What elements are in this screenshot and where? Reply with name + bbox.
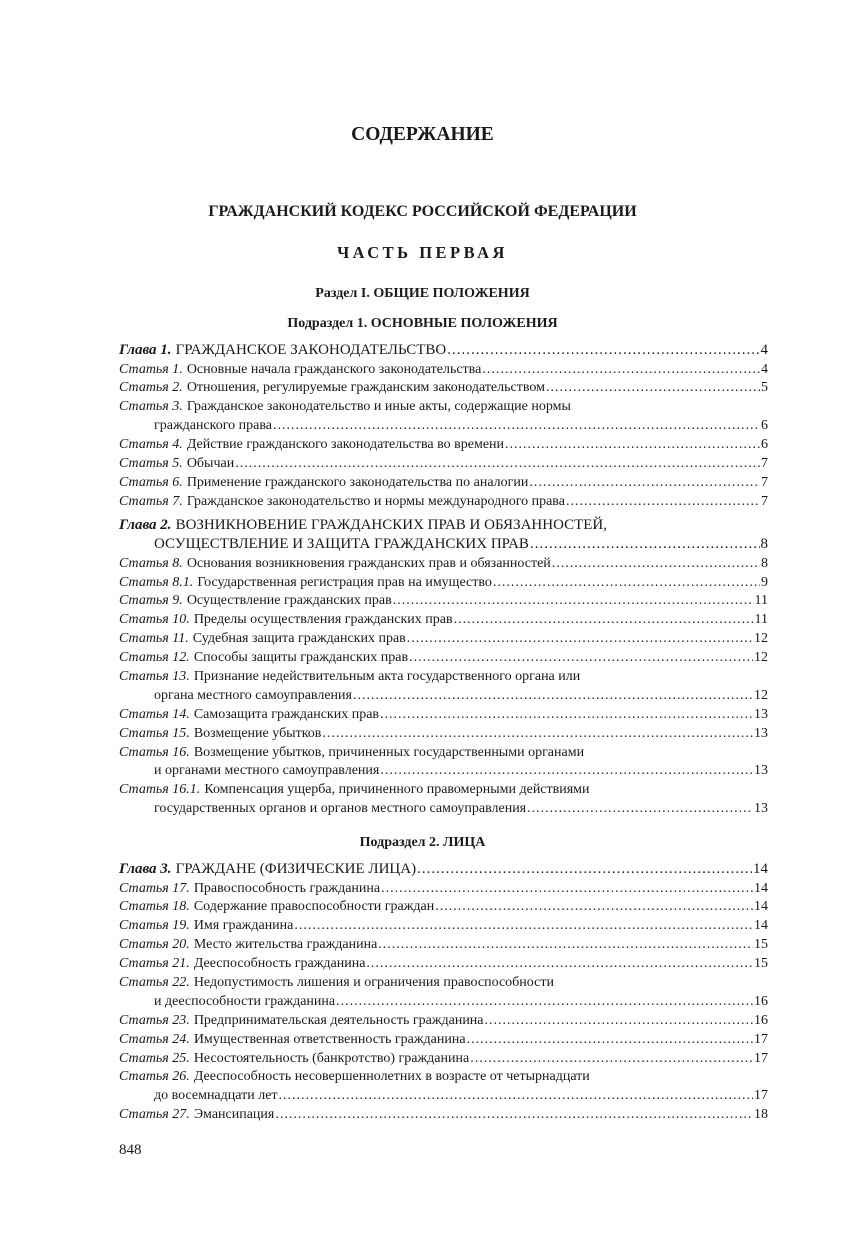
article-entry[interactable] bbox=[119, 361, 768, 380]
entry-label: Статья 9. bbox=[119, 593, 183, 609]
toc-page-number: 18 bbox=[754, 1107, 768, 1123]
entry-label: Статья 18. bbox=[119, 899, 190, 915]
dot-leader bbox=[552, 555, 760, 574]
toc-page-number: 5 bbox=[761, 380, 768, 396]
entry-label: Статья 27. bbox=[119, 1107, 190, 1123]
dot-leader bbox=[279, 1087, 753, 1106]
subsection-heading-1: Подраздел 1. ОСНОВНЫЕ ПОЛОЖЕНИЯ bbox=[287, 316, 558, 331]
entry-continuation[interactable] bbox=[119, 535, 768, 555]
entry-title: Основные начала гражданского законодательства bbox=[186, 361, 482, 377]
toc-page-number: 8 bbox=[760, 536, 768, 553]
entry-label: Глава 2. bbox=[119, 516, 172, 533]
dot-leader bbox=[435, 898, 753, 917]
toc-page-number: 12 bbox=[754, 631, 768, 647]
entry-title: Государственная регистрация прав на имущество bbox=[197, 574, 492, 590]
entry-title: Несостоятельность (банкротство) гражданина bbox=[193, 1050, 470, 1066]
entry-title-continued: и органами местного самоуправления bbox=[154, 763, 380, 779]
entry-label: Статья 4. bbox=[119, 437, 183, 453]
toc-page-number: 17 bbox=[754, 1088, 768, 1104]
article-entry[interactable] bbox=[119, 592, 768, 611]
entry-title: Недопустимость лишения и ограничения правоспособности bbox=[193, 974, 554, 990]
dot-leader bbox=[505, 436, 760, 455]
dot-leader bbox=[336, 993, 753, 1012]
article-entry[interactable] bbox=[119, 1050, 768, 1069]
toc-page-number: 14 bbox=[754, 899, 768, 915]
dot-leader bbox=[381, 880, 753, 899]
entry-title: Эмансипация bbox=[193, 1107, 275, 1123]
chapter-entry[interactable] bbox=[119, 860, 768, 880]
entry-title: Способы защиты гражданских прав bbox=[193, 650, 409, 666]
article-entry[interactable] bbox=[119, 1031, 768, 1050]
article-entry[interactable] bbox=[119, 1012, 768, 1031]
chapter-entry[interactable] bbox=[119, 341, 768, 361]
dot-leader bbox=[366, 955, 753, 974]
entry-title: ГРАЖДАНЕ (ФИЗИЧЕСКИЕ ЛИЦА) bbox=[175, 861, 417, 877]
entry-label: Статья 8.1. bbox=[119, 574, 194, 590]
entry-title: Отношения, регулируемые гражданским законодательством bbox=[186, 380, 545, 396]
toc-list-1 bbox=[119, 341, 768, 819]
part-title: ЧАСТЬ ПЕРВАЯ bbox=[337, 243, 508, 262]
entry-label: Статья 7. bbox=[119, 493, 183, 509]
entry-label: Глава 3. bbox=[119, 861, 172, 877]
entry-label: Глава 1. bbox=[119, 342, 172, 358]
article-entry[interactable] bbox=[119, 936, 768, 955]
article-entry[interactable] bbox=[119, 898, 768, 917]
entry-title: Признание недействительным акта государственного органа или bbox=[193, 668, 581, 684]
entry-continuation[interactable] bbox=[119, 993, 768, 1012]
entry-label: Статья 25. bbox=[119, 1050, 190, 1066]
entry-title: Предпринимательская деятельность гражданина bbox=[193, 1012, 484, 1028]
entry-title: Возмещение убытков, причиненных государственными органами bbox=[193, 744, 585, 760]
dot-leader bbox=[482, 361, 760, 380]
dot-leader bbox=[322, 725, 753, 744]
dot-leader bbox=[530, 535, 760, 555]
entry-label: Статья 16. bbox=[119, 744, 190, 760]
entry-continuation[interactable] bbox=[119, 762, 768, 781]
toc-page-number: 17 bbox=[754, 1031, 768, 1047]
toc-page-number: 11 bbox=[754, 593, 768, 609]
toc-page-number: 12 bbox=[754, 687, 768, 703]
entry-label: Статья 13. bbox=[119, 668, 190, 684]
toc-page-number: 7 bbox=[761, 455, 768, 471]
dot-leader bbox=[353, 687, 753, 706]
entry-title: Гражданское законодательство и нормы международного права bbox=[186, 493, 565, 509]
entry-label: Статья 1. bbox=[119, 361, 183, 377]
toc-page-number: 6 bbox=[761, 437, 768, 453]
toc-page-number: 16 bbox=[754, 993, 768, 1009]
entry-title: Возмещение убытков bbox=[193, 725, 322, 741]
toc-page-number: 6 bbox=[761, 418, 768, 434]
entry-title: Правоспособность гражданина bbox=[193, 880, 381, 896]
dot-leader bbox=[275, 1106, 753, 1125]
entry-label: Статья 6. bbox=[119, 474, 183, 490]
page-number: 848 bbox=[119, 1142, 142, 1158]
article-entry[interactable] bbox=[119, 955, 768, 974]
toc-page-number: 16 bbox=[754, 1012, 768, 1028]
entry-title: Действие гражданского законодательства во времени bbox=[186, 437, 505, 453]
entry-label: Статья 11. bbox=[119, 631, 189, 647]
dot-leader bbox=[417, 860, 752, 880]
entry-continuation[interactable] bbox=[119, 417, 768, 436]
entry-title-continued: органа местного самоуправления bbox=[154, 687, 352, 703]
entry-label: Статья 12. bbox=[119, 650, 190, 666]
dot-leader bbox=[380, 706, 753, 725]
entry-title: Самозащита гражданских прав bbox=[193, 706, 380, 722]
section-heading: Раздел I. ОБЩИЕ ПОЛОЖЕНИЯ bbox=[315, 286, 530, 301]
toc-page-number: 11 bbox=[754, 612, 768, 628]
entry-title-continued: государственных органов и органов местного самоуправления bbox=[154, 801, 527, 817]
article-entry[interactable] bbox=[119, 781, 768, 800]
entry-continuation[interactable] bbox=[119, 800, 768, 819]
entry-label: Статья 20. bbox=[119, 937, 190, 953]
entry-title: Компенсация ущерба, причиненного правомерными действиями bbox=[204, 782, 590, 798]
toc-page-number: 13 bbox=[754, 763, 768, 779]
article-entry[interactable] bbox=[119, 1106, 768, 1125]
entry-label: Статья 14. bbox=[119, 706, 190, 722]
toc-page-number: 17 bbox=[754, 1050, 768, 1066]
toc-page-number: 4 bbox=[761, 361, 768, 377]
entry-title: Обычаи bbox=[186, 455, 235, 471]
article-entry[interactable] bbox=[119, 455, 768, 474]
dot-leader bbox=[546, 379, 760, 398]
toc-page-number: 7 bbox=[761, 493, 768, 509]
article-entry[interactable] bbox=[119, 493, 768, 512]
article-entry[interactable] bbox=[119, 668, 768, 687]
entry-continuation[interactable] bbox=[119, 1087, 768, 1106]
dot-leader bbox=[454, 611, 754, 630]
article-entry[interactable] bbox=[119, 630, 768, 649]
entry-label: Статья 8. bbox=[119, 555, 183, 571]
toc-page-number: 7 bbox=[761, 474, 768, 490]
dot-leader bbox=[529, 474, 760, 493]
dot-leader bbox=[447, 341, 759, 361]
toc-page-number: 15 bbox=[754, 956, 768, 972]
article-entry[interactable] bbox=[119, 649, 768, 668]
entry-title: Имя гражданина bbox=[193, 918, 294, 934]
article-entry[interactable] bbox=[119, 611, 768, 630]
toc-page-number: 14 bbox=[753, 861, 768, 877]
toc-page-number: 13 bbox=[754, 725, 768, 741]
toc-page-number: 13 bbox=[754, 706, 768, 722]
entry-title-continued: гражданского права bbox=[154, 418, 273, 434]
article-entry[interactable] bbox=[119, 1068, 768, 1087]
entry-title: Применение гражданского законодательства по аналогии bbox=[186, 474, 529, 490]
entry-title: Место жительства гражданина bbox=[193, 937, 378, 953]
toc-page-number: 8 bbox=[761, 555, 768, 571]
article-entry[interactable] bbox=[119, 555, 768, 574]
toc-page-number: 13 bbox=[754, 801, 768, 817]
article-entry[interactable] bbox=[119, 917, 768, 936]
article-entry[interactable] bbox=[119, 744, 768, 763]
entry-label: Статья 16.1. bbox=[119, 782, 201, 798]
chapter-entry[interactable] bbox=[119, 516, 768, 536]
entry-title-continued: до восемнадцати лет bbox=[154, 1088, 278, 1104]
article-entry[interactable] bbox=[119, 880, 768, 899]
article-entry[interactable] bbox=[119, 379, 768, 398]
article-entry[interactable] bbox=[119, 398, 768, 417]
entry-title-continued: ОСУЩЕСТВЛЕНИЕ И ЗАЩИТА ГРАЖДАНСКИХ ПРАВ bbox=[154, 536, 529, 553]
entry-title: Осуществление гражданских прав bbox=[186, 593, 392, 609]
dot-leader bbox=[527, 800, 753, 819]
page-title: СОДЕРЖАНИЕ bbox=[351, 124, 494, 145]
dot-leader bbox=[409, 649, 753, 668]
dot-leader bbox=[294, 917, 753, 936]
article-entry[interactable] bbox=[119, 706, 768, 725]
entry-label: Статья 17. bbox=[119, 880, 190, 896]
dot-leader bbox=[378, 936, 753, 955]
toc-page-number: 9 bbox=[761, 574, 768, 590]
entry-label: Статья 3. bbox=[119, 399, 183, 415]
entry-title: Дееспособность гражданина bbox=[193, 956, 366, 972]
entry-title: Судебная защита гражданских прав bbox=[192, 631, 406, 647]
entry-title: ВОЗНИКНОВЕНИЕ ГРАЖДАНСКИХ ПРАВ И ОБЯЗАННОСТЕЙ, bbox=[175, 516, 608, 533]
entry-title-continued: и дееспособности гражданина bbox=[154, 993, 336, 1009]
entry-title: ГРАЖДАНСКОЕ ЗАКОНОДАТЕЛЬСТВО bbox=[175, 342, 447, 358]
entry-label: Статья 15. bbox=[119, 725, 190, 741]
dot-leader bbox=[493, 574, 760, 593]
dot-leader bbox=[380, 762, 753, 781]
dot-leader bbox=[566, 493, 760, 512]
article-entry[interactable] bbox=[119, 725, 768, 744]
entry-label: Статья 19. bbox=[119, 918, 190, 934]
dot-leader bbox=[467, 1031, 753, 1050]
entry-label: Статья 10. bbox=[119, 612, 190, 628]
entry-title: Основания возникновения гражданских прав и обязанностей bbox=[186, 555, 551, 571]
dot-leader bbox=[273, 417, 760, 436]
article-entry[interactable] bbox=[119, 974, 768, 993]
entry-label: Статья 5. bbox=[119, 455, 183, 471]
entry-title: Дееспособность несовершеннолетних в возрасте от четырнадцати bbox=[193, 1069, 590, 1085]
article-entry[interactable] bbox=[119, 436, 768, 455]
entry-label: Статья 23. bbox=[119, 1012, 190, 1028]
dot-leader bbox=[235, 455, 760, 474]
entry-title: Содержание правоспособности граждан bbox=[193, 899, 435, 915]
dot-leader bbox=[407, 630, 753, 649]
dot-leader bbox=[470, 1050, 753, 1069]
code-title: ГРАЖДАНСКИЙ КОДЕКС РОССИЙСКОЙ ФЕДЕРАЦИИ bbox=[208, 203, 637, 220]
entry-title: Пределы осуществления гражданских прав bbox=[193, 612, 453, 628]
entry-label: Статья 24. bbox=[119, 1031, 190, 1047]
toc-page-number: 14 bbox=[754, 918, 768, 934]
subsection-heading-2: Подраздел 2. ЛИЦА bbox=[359, 835, 486, 850]
toc-page-number: 14 bbox=[754, 880, 768, 896]
entry-title: Имущественная ответственность гражданина bbox=[193, 1031, 466, 1047]
entry-label: Статья 22. bbox=[119, 974, 190, 990]
toc-page-number: 15 bbox=[754, 937, 768, 953]
entry-continuation[interactable] bbox=[119, 687, 768, 706]
toc-page-number: 12 bbox=[754, 650, 768, 666]
entry-label: Статья 26. bbox=[119, 1069, 190, 1085]
toc-list-2 bbox=[119, 860, 768, 1125]
toc-page-number: 4 bbox=[760, 342, 768, 358]
article-entry[interactable] bbox=[119, 574, 768, 593]
article-entry[interactable] bbox=[119, 474, 768, 493]
entry-title: Гражданское законодательство и иные акты, содержащие нормы bbox=[186, 399, 571, 415]
dot-leader bbox=[393, 592, 754, 611]
entry-label: Статья 2. bbox=[119, 380, 183, 396]
entry-label: Статья 21. bbox=[119, 956, 190, 972]
dot-leader bbox=[485, 1012, 753, 1031]
